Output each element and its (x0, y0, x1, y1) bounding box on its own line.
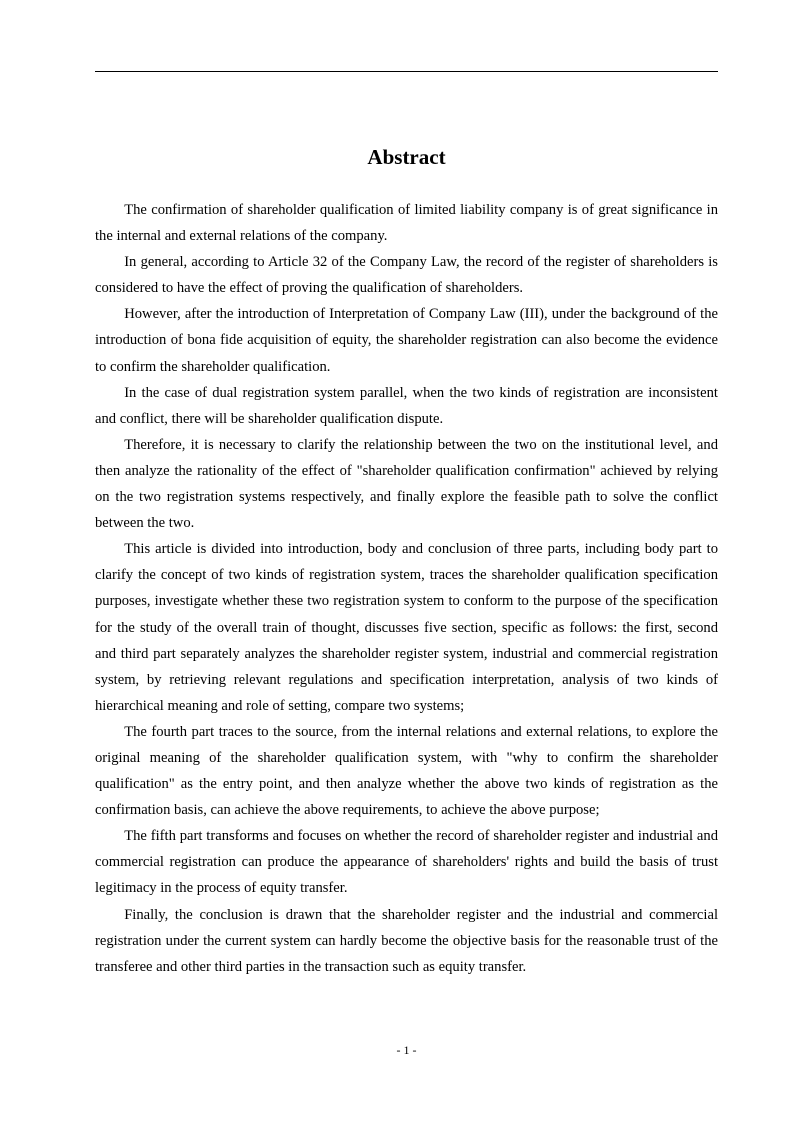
paragraph: The fourth part traces to the source, from the internal relations and external relations, to explore the original meaning of the shareholder qualification system, with "why to confirm the shareholder qualification" as the entry point, and then analyze whether the above two kinds of registration as the confirmation basis, can achieve the above requirements, to achieve the above purpose; (95, 723, 718, 819)
page-title: Abstract (367, 145, 446, 169)
paragraph: In the case of dual registration system parallel, when the two kinds of registration are inconsistent and conflict, there will be shareholder qualification dispute. (95, 384, 718, 427)
paragraph: However, after the introduction of Interpretation of Company Law (III), under the background of the introduction of bona fide acquisition of equity, the shareholder registration can also become the evidence to confirm the shareholder qualification. (95, 306, 718, 375)
paragraph: Finally, the conclusion is drawn that the shareholder register and the industrial and commercial registration under the current system can hardly become the objective basis for the reasonable trust of the transferee and other third parties in the transaction such as equity transfer. (95, 906, 718, 975)
paragraph: Therefore, it is necessary to clarify the relationship between the two on the institutional level, and then analyze the rationality of the effect of "shareholder qualification confirmation" achieved by relying on the two registration systems respectively, and finally explore the feasible path to solve the conflict between the two. (95, 436, 718, 532)
paragraph: In general, according to Article 32 of the Company Law, the record of the register of shareholders is considered to have the effect of proving the qualification of shareholders. (95, 254, 718, 297)
header-rule (95, 71, 718, 72)
page-number: - 1 - (396, 1043, 417, 1057)
paragraph: The fifth part transforms and focuses on whether the record of shareholder register and industrial and commercial registration can produce the appearance of shareholders' rights and build the basis of trust legitimacy in the process of equity transfer. (95, 828, 718, 897)
abstract-body (95, 197, 718, 980)
paragraph: This article is divided into introduction, body and conclusion of three parts, including body part to clarify the concept of two kinds of registration system, traces the shareholder qualification specification purposes, investigate whether these two registration system to conform to the purpose of the specification for the study of the overall train of thought, discusses five section, specific as follows: the first, second and third part separately analyzes the shareholder register system, industrial and commercial registration system, by retrieving relevant regulations and specification interpretation, analysis of two kinds of hierarchical meaning and role of setting, compare two systems; (95, 541, 718, 714)
paragraph: The confirmation of shareholder qualification of limited liability company is of great significance in the internal and external relations of the company. (95, 202, 718, 245)
